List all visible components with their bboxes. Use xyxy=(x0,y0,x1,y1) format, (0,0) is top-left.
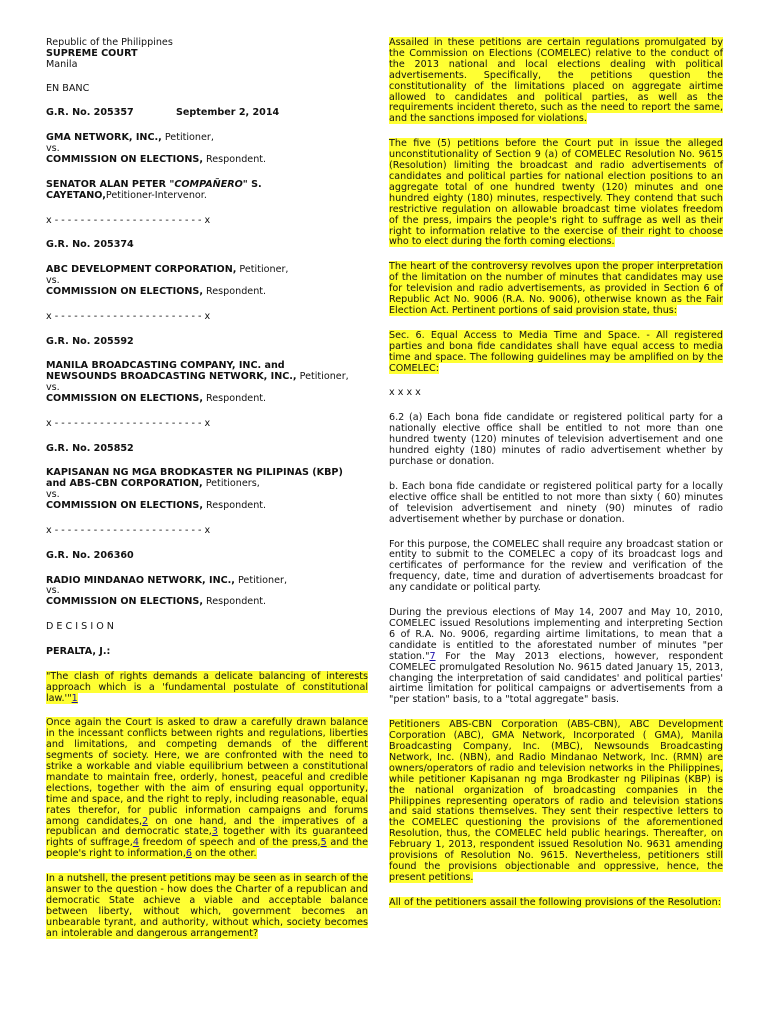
case-petitioner-line xyxy=(46,479,368,490)
right-column xyxy=(389,38,723,909)
petitioner-name: RADIO MINDANAO NETWORK, INC., xyxy=(46,574,235,586)
paragraph-b: b. Each bona fide candidate or registered political party for a locally elective office shall be entitled to not more than sixty ( 60) minutes of television advertisement and ninety (90) minutes of radio advertisement whether by purchase or donation. xyxy=(389,480,723,525)
gr-date: September 2, 2014 xyxy=(176,107,280,119)
paragraph-previous-elections xyxy=(389,608,723,706)
en-banc-label: EN BANC xyxy=(46,82,90,94)
footnote-link[interactable]: 1 xyxy=(71,692,78,704)
paragraph-five-petitions xyxy=(389,139,723,248)
paragraph-text: together with its guaranteed rights of suffrage, xyxy=(46,826,368,849)
case-petitioner-line xyxy=(46,265,368,276)
footnote-link[interactable]: 2 xyxy=(142,815,149,827)
respondent-role: Respondent. xyxy=(202,596,267,608)
petitioner-name: ABC DEVELOPMENT CORPORATION, xyxy=(46,264,237,276)
case-petitioner-line xyxy=(46,372,368,383)
paragraph-text: The five (5) petitions before the Court put in issue the alleged unconstitutionality of Section 9 (a) of COMELEC Resolution No. 9615 (Resolution) limiting the broadcast and radio advertisements of candidates and political parties for national election positions to an aggregate total of one hundred twenty (120) minutes and one hundred eighty (180) minutes, respectively. They contend that such restrictive regulation on allowable broadcast time violates freedom of the press, impairs the people's right to suffrage as well as their right to information relative to the exercise of their right to choose who to elect during the forth coming elections. xyxy=(389,138,723,248)
case-respondent-line xyxy=(46,287,368,298)
footnote-link[interactable]: 7 xyxy=(429,650,436,662)
respondent-role: Respondent. xyxy=(202,500,267,512)
respondent-role: Respondent. xyxy=(202,393,267,405)
paragraph-text: Assailed in these petitions are certain regulations promulgated by the Commission on Elections (COMELEC) relative to the conduct of the 2013 national and local elections dealing with political advertisements. Specifically, the petitions question the constitutionality of the limitations placed on aggregate airtime allowed to candidates and political parties, as well as the requirements incident thereto, such as the need to report the same, and the sanctions imposed for violations. xyxy=(389,37,723,125)
quote-text: "The clash of rights demands a delicate balancing of interests approach which is a 'fundamental postulate of constitutional law.'" xyxy=(46,670,368,704)
paragraph-text: In a nutshell, the present petitions may be seen as in search of the answer to the question - how does the Charter of a republican and democratic State achieve a viable and acceptable balance between liberty, without which, government becomes an unbearable tyrant, and authority, without which, society becomes an intolerable and dangerous arrangement? xyxy=(46,873,368,939)
paragraph-assailed xyxy=(389,38,723,125)
case-petitioner-line xyxy=(46,133,368,144)
paragraph-1 xyxy=(46,718,368,860)
petitioner-role: Petitioner, xyxy=(296,371,349,383)
gr-number: G.R. No. 205374 xyxy=(46,239,134,251)
paragraph-text: freedom of speech and of the press, xyxy=(138,837,321,849)
intervenor-nickname: "COMPAÑERO" xyxy=(169,178,248,190)
case-respondent-line xyxy=(46,501,368,512)
separator: x - - - - - - - - - - - - - - - - - - - - - - - x xyxy=(46,214,211,226)
paragraph-all-petitioners xyxy=(389,898,723,909)
header-city: Manila xyxy=(46,58,78,70)
paragraph-text: All of the petitioners assail the following provisions of the Resolution: xyxy=(389,896,721,908)
paragraph-text: and the people's right to information, xyxy=(46,837,368,860)
header-republic: Republic of the Philippines xyxy=(46,37,173,48)
case-petitioner-line xyxy=(46,576,368,587)
petitioner-name: GMA NETWORK, INC., xyxy=(46,132,162,144)
footnote-link[interactable]: 3 xyxy=(211,826,218,838)
footnote-link[interactable]: 4 xyxy=(132,837,139,849)
petitioner-name: MANILA BROADCASTING COMPANY, INC. and xyxy=(46,360,285,372)
respondent-role: Respondent. xyxy=(202,154,267,166)
vs-label: vs. xyxy=(46,143,60,155)
intervenor-role: Petitioner-Intervenor. xyxy=(105,189,207,201)
decision-heading: D E C I S I O N xyxy=(46,621,114,633)
paragraph-text: Petitioners ABS-CBN Corporation (ABS-CBN), ABC Development Corporation (ABC), GMA Network, Incorporated ( GMA), Manila Broadcasting Company, Inc. (MBC), Newsounds Broadcasting Network, Inc. (NBN), and Radio Mindanao Network, Inc. (RMN) are owners/operators of radio and television networks in the Philippines, while petitioner Kapisanan ng mga Brodkaster ng Pilipinas (KBP) is the national organization of broadcasting companies in the Philippines representing operators of radio and television stations and said stations themselves. They sent their respective letters to the COMELEC questioning the provisions of the aforementioned Resolution, thus, the COMELEC held public hearings. Thereafter, on February 1, 2013, respondent issued Resolution No. 9631 amending provisions of Resolution No. 9615. Nevertheless, petitioners still found the provisions objectionable and oppressive, hence, the present petitions. xyxy=(389,719,723,883)
separator: x - - - - - - - - - - - - - - - - - - - - - - - x xyxy=(46,310,211,322)
paragraph-2 xyxy=(46,874,368,939)
respondent-name: COMMISSION ON ELECTIONS, xyxy=(46,500,203,512)
gr-number: G.R. No. 205592 xyxy=(46,335,134,347)
case-respondent-line xyxy=(46,597,368,608)
paragraph-text: on the other. xyxy=(192,848,257,860)
gr-number: G.R. No. 205852 xyxy=(46,442,134,454)
paragraph-text: For the May 2013 elections, however, respondent COMELEC promulgated Resolution No. 9615 dated January 15, 2013, changing the interpretation of said candidates' and political parties' airtime limitation for political campaigns or advertisements from a "per station" basis, to a "total aggregate" basis. xyxy=(389,650,723,706)
petitioner-role: Petitioners, xyxy=(202,478,260,490)
paragraph-text: on one hand, and the imperatives of a republican and democratic state, xyxy=(46,815,368,838)
petitioner-name: KAPISANAN NG MGA BRODKASTER NG PILIPINAS (KBP) xyxy=(46,467,343,479)
paragraph-section-6 xyxy=(389,331,723,375)
petitioner-role: Petitioner, xyxy=(236,264,289,276)
petitioner-role: Petitioner, xyxy=(161,132,214,144)
intervenor-name-a: SENATOR ALAN PETER xyxy=(46,178,170,190)
intervenor-surname: CAYETANO, xyxy=(46,189,106,201)
vs-label: vs. xyxy=(46,275,60,287)
left-column xyxy=(46,38,368,939)
petitioner-name: NEWSOUNDS BROADCASTING NETWORK, INC., xyxy=(46,371,297,383)
petitioner-role: Petitioner, xyxy=(234,574,288,586)
respondent-name: COMMISSION ON ELECTIONS, xyxy=(46,154,203,166)
paragraph-6-2a: 6.2 (a) Each bona fide candidate or registered political party for a nationally elective office shall be entitled to not more than one hundred twenty (120) minutes of television advertisement and one hundred eighty (180) minutes of radio advertisement whether by purchase or donation. xyxy=(389,412,723,467)
intervenor-name-c: S. xyxy=(247,178,262,190)
case-respondent-line xyxy=(46,394,368,405)
paragraph-text: Once again the Court is asked to draw a carefully drawn balance in the incessant conflicts between rights and regulations, liberties and limitations, and competing demands of the different segments of society. Here, we are confronted with the need to strike a workable and viable equilibrium between a constitutional mandate to maintain free, orderly, honest, peaceful and credible elections, together with the aim of ensuring equal opportunity, time and space, and the right to reply, including reasonable, equal rates therefor, for public information campaigns and forums among candidates, xyxy=(46,717,368,827)
gr-number: G.R. No. 206360 xyxy=(46,549,134,561)
author-line: PERALTA, J.: xyxy=(46,645,111,657)
vs-label: vs. xyxy=(46,382,60,394)
footnote-link[interactable]: 6 xyxy=(185,848,193,860)
paragraph-text: Sec. 6. Equal Access to Media Time and Space. - All registered parties and bona fide candidates shall have equal access to media time and space. The following guidelines may be amplified on by the COMELEC: xyxy=(389,329,723,374)
paragraph-heart xyxy=(389,262,723,317)
footnote-link[interactable]: 5 xyxy=(320,837,327,849)
separator: x - - - - - - - - - - - - - - - - - - - - - - - x xyxy=(46,417,211,429)
respondent-name: COMMISSION ON ELECTIONS, xyxy=(46,285,203,297)
gr-number: G.R. No. 205357 xyxy=(46,107,134,119)
case-respondent-line xyxy=(46,155,368,166)
petitioner-name: and ABS-CBN CORPORATION, xyxy=(46,478,203,490)
intervenor-line-2 xyxy=(46,191,368,202)
opening-quote xyxy=(46,672,368,705)
gr-main xyxy=(46,108,368,119)
ellipsis-xxxx: x x x x xyxy=(389,387,421,399)
paragraph-petitioners xyxy=(389,720,723,884)
paragraph-text: The heart of the controversy revolves upon the proper interpretation of the limitation on the number of minutes that candidates may use for television and radio advertisements, as provided in Section 6 of Republic Act No. 9006 (R.A. No. 9006), otherwise known as the Fair Election Act. Pertinent portions of said provision state, thus: xyxy=(389,261,723,316)
vs-label: vs. xyxy=(46,489,60,501)
vs-label: vs. xyxy=(46,585,60,597)
respondent-role: Respondent. xyxy=(202,285,267,297)
respondent-name: COMMISSION ON ELECTIONS, xyxy=(46,596,203,608)
separator: x - - - - - - - - - - - - - - - - - - - - - - - x xyxy=(46,524,211,536)
paragraph-text: During the previous elections of May 14, 2007 and May 10, 2010, COMELEC issued Resolutions implementing and interpreting Section 6 of R.A. No. 9006, regarding airtime limitations, to mean that a candidate is entitled to the aforestated number of minutes "per station." xyxy=(389,607,723,662)
respondent-name: COMMISSION ON ELECTIONS, xyxy=(46,393,203,405)
paragraph-purpose: For this purpose, the COMELEC shall require any broadcast station or entity to submit to the COMELEC a copy of its broadcast logs and certificates of performance for the review and verification of the frequency, date, time and duration of advertisements broadcast for any candidate or political party. xyxy=(389,538,723,594)
header-court: SUPREME COURT xyxy=(46,47,138,59)
